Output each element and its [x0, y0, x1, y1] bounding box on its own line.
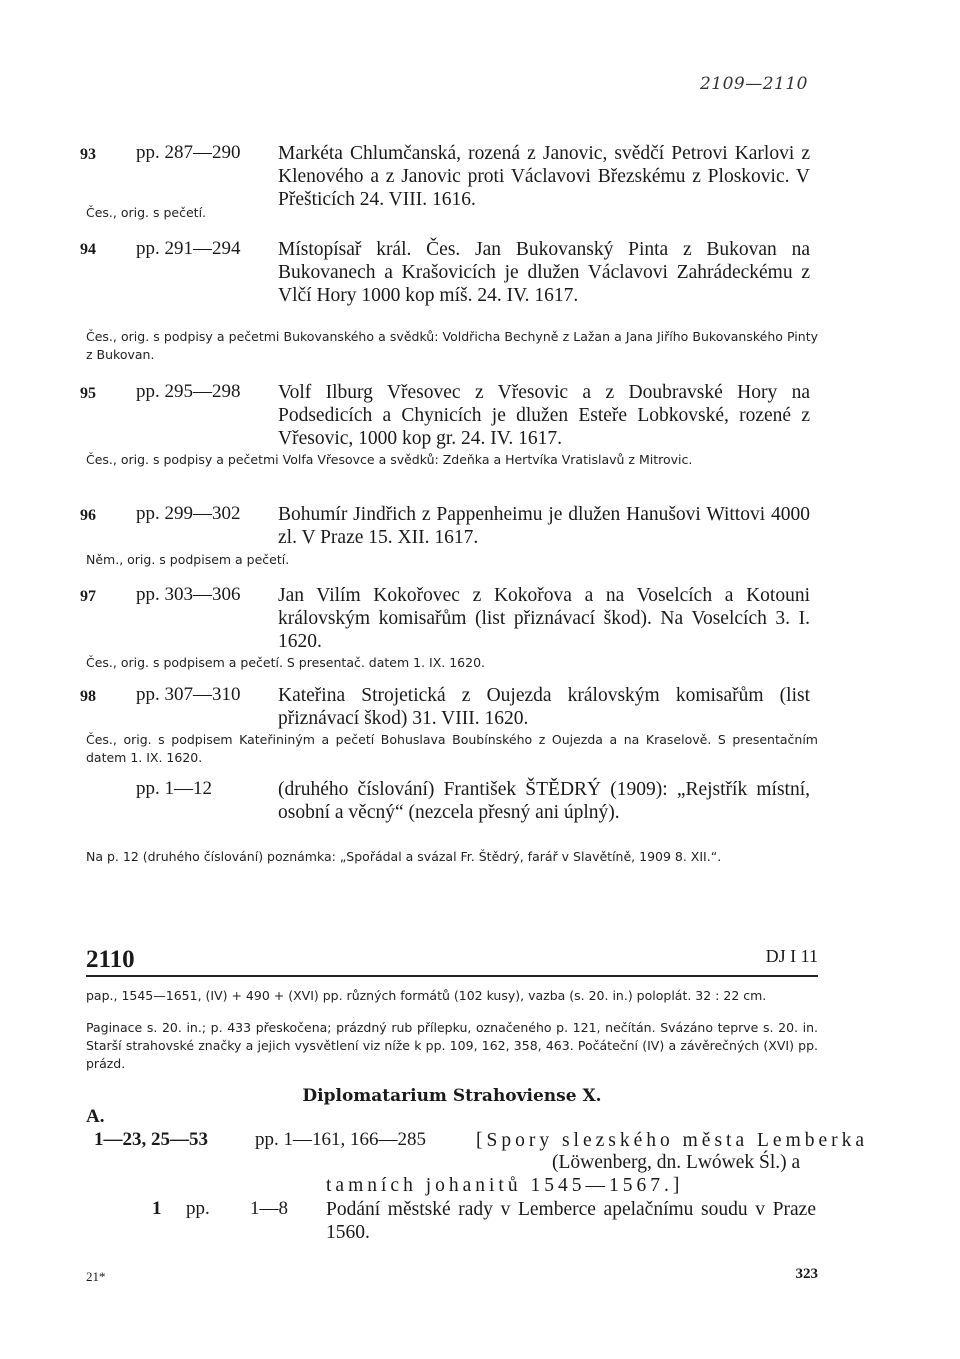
- entry-pages: pp. 295—298: [136, 381, 241, 402]
- entry-number: 96: [80, 507, 96, 524]
- entry-pages: pp. 287—290: [136, 142, 241, 163]
- entry-number: 95: [80, 385, 96, 402]
- range-desc-part1: [Spory slezského města Lemberka: [476, 1130, 869, 1151]
- entry-description: Kateřina Strojetická z Oujezda královským komisařům (list přiznávací škod) 31. VIII. 1620.: [278, 685, 810, 729]
- page-number: 323: [795, 1266, 818, 1282]
- section-signature: DJ I 11: [765, 946, 818, 966]
- entry-note: Čes., orig. s podpisem Kateřininým a pečetí Bohuslava Boubínského z Oujezda a na Kraselově. S presentačním datem 1. IX. 1620.: [86, 732, 818, 765]
- entry-description: Jan Vilím Kokořovec z Kokořova a na Voselcích a Kotouni královským komisařům (list přiznávací škod). Na Voselcích 3. I. 1620.: [278, 585, 810, 652]
- part-letter: A.: [86, 1106, 105, 1127]
- entry-pages: pp. 307—310: [136, 684, 241, 705]
- entry-number: 94: [80, 241, 96, 258]
- entry-number: 98: [80, 688, 96, 705]
- range-numbers: 1—23, 25—53: [94, 1129, 208, 1150]
- signature-mark: 21*: [86, 1269, 106, 1284]
- entry-note: Něm., orig. s podpisem a pečetí.: [86, 552, 290, 567]
- range-pages: pp. 1—161, 166—285: [255, 1129, 426, 1150]
- entry-note: Čes., orig. s podpisy a pečetmi Volfa Vřesovce a svědků: Zdeňka a Hertvíka Vratislavů z Mitrovic.: [86, 452, 693, 467]
- section-rule: [86, 975, 818, 977]
- range-desc-part3: tamních johanitů 1545—1567.]: [326, 1175, 684, 1196]
- section-pagination: Paginace s. 20. in.; p. 433 přeskočena; prázdný rub přílepku, označeného p. 121, nečítán. Svázáno teprve s. 20. in. Starší strahovské značky a jejich vysvětlení viz níže k pp. 109, 162, 358, 463. Počáteční (IV) a závěrečných (XVI) pp. prázd.: [86, 1020, 818, 1071]
- entry-note: Na p. 12 (druhého číslování) poznámka: „Spořádal a svázal Fr. Štědrý, farář v Slavětíně, 1909 8. XII.“.: [86, 849, 722, 864]
- entry-pages: pp. 299—302: [136, 503, 241, 524]
- item-pages: 1—8: [250, 1198, 288, 1219]
- entry-note: Čes., orig. s podpisem a pečetí. S presentač. datem 1. IX. 1620.: [86, 655, 486, 670]
- entry-description: Markéta Chlumčanská, rozená z Janovic, svědčí Petrovi Karlovi z Klenového a z Janovic proti Václavovi Březskému z Ploskovic. V Přešticích 24. VIII. 1616.: [278, 143, 810, 210]
- entry-description: Místopísař král. Čes. Jan Bukovanský Pinta z Bukovan na Bukovanech a Krašovicích je dlužen Václavovi Zahrádeckému z Vlčí Hory 1000 kop míš. 24. IV. 1617.: [278, 239, 810, 306]
- entry-description: Volf Ilburg Vřesovec z Vřesovic a z Doubravské Hory na Podsedicích a Chynicích je dlužen Esteře Lobkovské, rozené z Vřesovic, 1000 kop gr. 24. IV. 1617.: [278, 382, 810, 449]
- section-number: 2110: [86, 946, 135, 973]
- item-description: Podání městské rady v Lemberce apelačnímu soudu v Praze 1560.: [326, 1199, 816, 1243]
- entry-pages: pp. 291—294: [136, 238, 241, 259]
- entry-number: 93: [80, 146, 96, 163]
- entry-note: Čes., orig. s podpisy a pečetmi Bukovanského a svědků: Voldřicha Bechyně z Lažan a Jana Jiřího Bukovanského Pinty z Bukovan.: [86, 329, 818, 362]
- entry-pages: pp. 303—306: [136, 584, 241, 605]
- range-desc-part2: (Löwenberg, dn. Lwówek Śl.) a: [552, 1152, 801, 1173]
- section-description: pap., 1545—1651, (IV) + 490 + (XVI) pp. různých formátů (102 kusy), vazba (s. 20. in.) poloplát. 32 : 22 cm.: [86, 988, 767, 1003]
- entry-number: 97: [80, 588, 96, 605]
- item-pp: pp.: [186, 1198, 210, 1219]
- entry-description: Bohumír Jindřich z Pappenheimu je dlužen Hanušovi Wittovi 4000 zl. V Praze 15. XII. 1617.: [278, 504, 810, 548]
- collection-title: Diplomatarium Strahoviense X.: [302, 1086, 602, 1106]
- running-header: 2109—2110: [699, 74, 808, 94]
- entry-description: (druhého číslování) František ŠTĚDRÝ (1909): „Rejstřík místní, osobní a věcný“ (nezcela přesný ani úplný).: [278, 779, 810, 823]
- entry-pages: pp. 1—12: [136, 778, 212, 799]
- entry-note: Čes., orig. s pečetí.: [86, 205, 207, 220]
- item-number: 1: [152, 1198, 162, 1219]
